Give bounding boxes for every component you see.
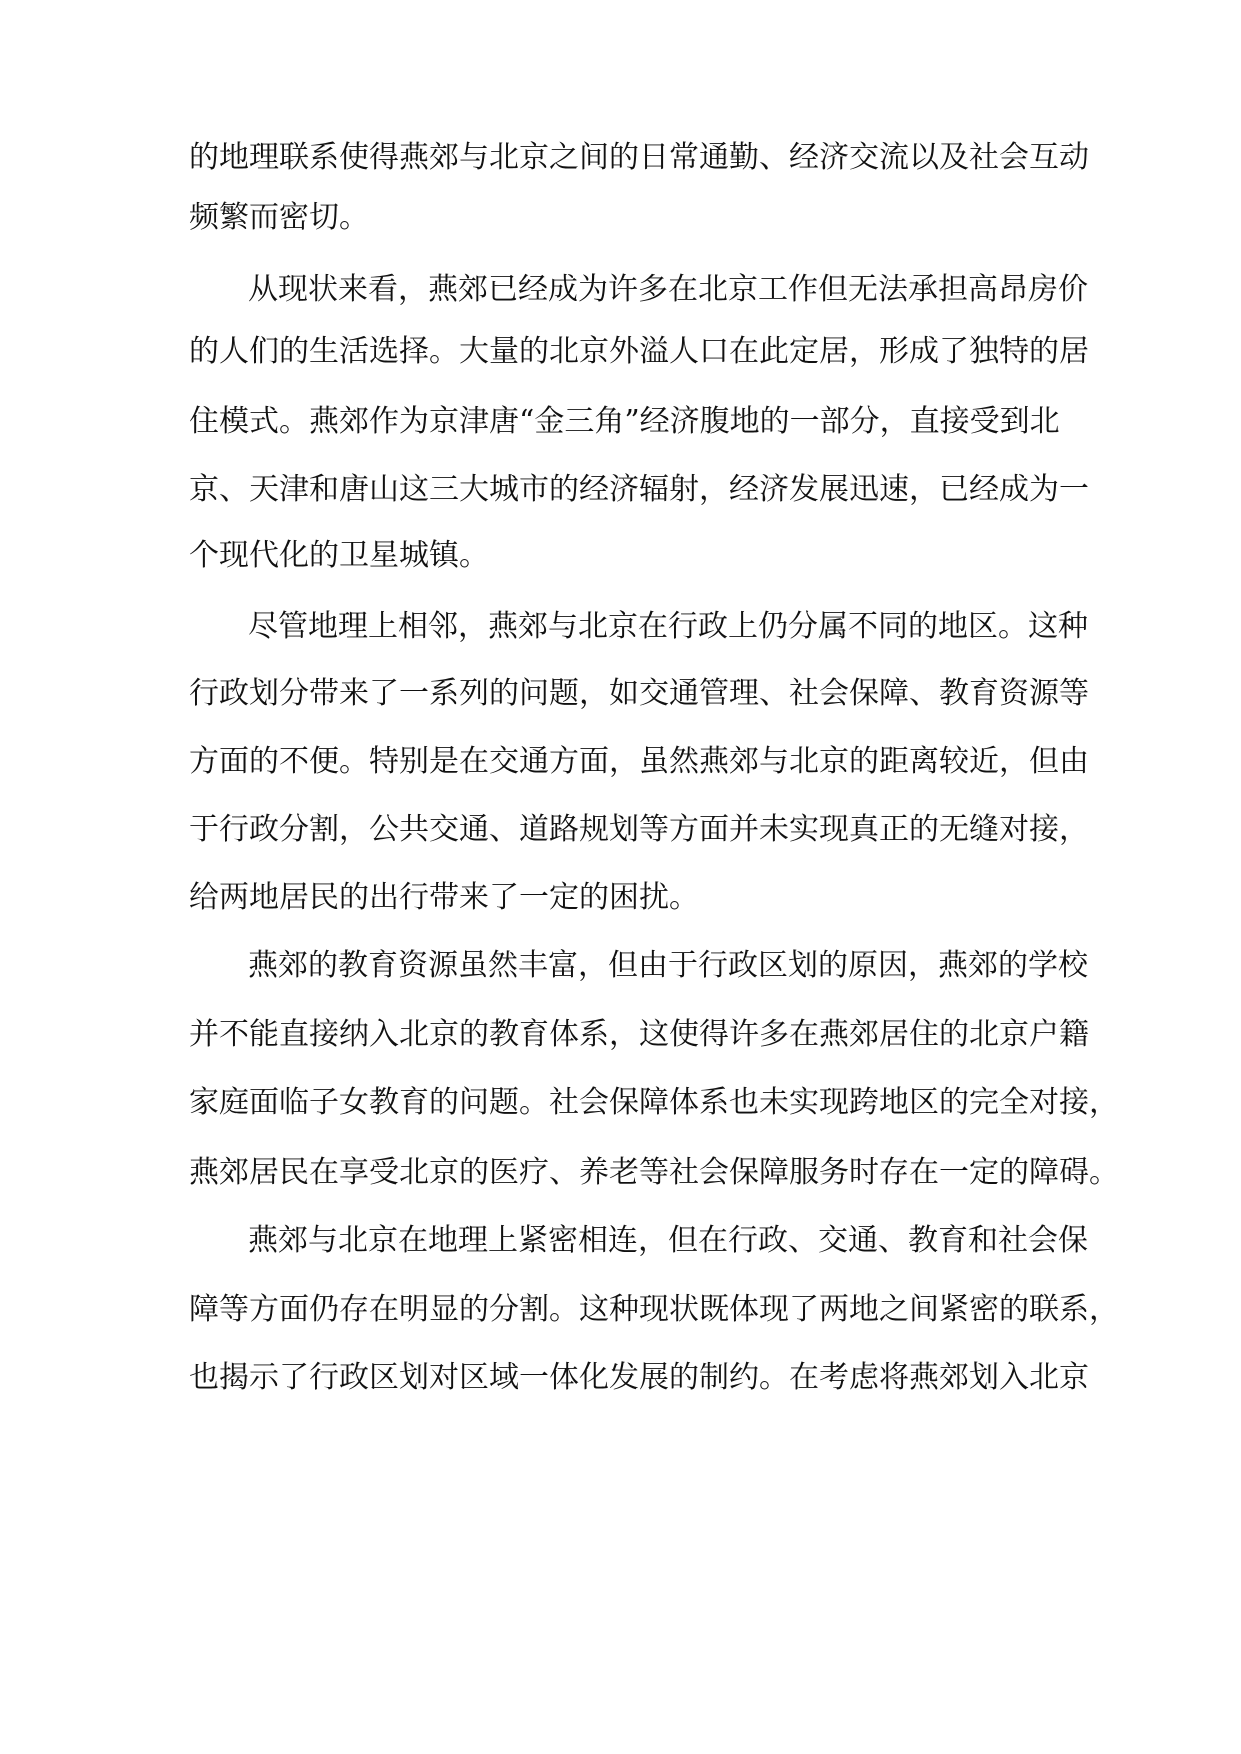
paragraph-first-line: 从现状来看，燕郊已经成为许多在北京工作但无法承担高昂房价 [248, 272, 1088, 307]
text-line: 个现代化的卫星城镇。 [189, 538, 489, 573]
text-line: 并不能直接纳入北京的教育体系，这使得许多在燕郊居住的北京户籍 [189, 1017, 1089, 1052]
text-line: 的人们的生活选择。大量的北京外溢人口在此定居，形成了独特的居 [189, 334, 1089, 369]
paragraph-first-line: 尽管地理上相邻，燕郊与北京在行政上仍分属不同的地区。这种 [248, 609, 1088, 644]
text-line: 障等方面仍存在明显的分割。这种现状既体现了两地之间紧密的联系， [189, 1292, 1119, 1327]
text-line: 给两地居民的出行带来了一定的困扰。 [189, 880, 699, 915]
text-line: 家庭面临子女教育的问题。社会保障体系也未实现跨地区的完全对接， [189, 1085, 1119, 1120]
paragraph-first-line: 燕郊的教育资源虽然丰富，但由于行政区划的原因，燕郊的学校 [248, 948, 1088, 983]
text-line: 也揭示了行政区划对区域一体化发展的制约。在考虑将燕郊划入北京 [189, 1360, 1089, 1395]
text-line: 方面的不便。特别是在交通方面，虽然燕郊与北京的距离较近，但由 [189, 744, 1089, 779]
text-line: 行政划分带来了一系列的问题，如交通管理、社会保障、教育资源等 [189, 676, 1089, 711]
text-line: 住模式。燕郊作为京津唐“金三角”经济腹地的一部分，直接受到北 [189, 404, 1060, 439]
text-line: 于行政分割，公共交通、道路规划等方面并未实现真正的无缝对接， [189, 812, 1089, 847]
text-line: 频繁而密切。 [189, 200, 369, 235]
paragraph-first-line: 燕郊与北京在地理上紧密相连，但在行政、交通、教育和社会保 [248, 1223, 1088, 1258]
text-line: 燕郊居民在享受北京的医疗、养老等社会保障服务时存在一定的障碍。 [189, 1155, 1119, 1190]
text-line: 京、天津和唐山这三大城市的经济辐射，经济发展迅速，已经成为一 [189, 472, 1089, 507]
text-line: 的地理联系使得燕郊与北京之间的日常通勤、经济交流以及社会互动 [189, 140, 1089, 175]
